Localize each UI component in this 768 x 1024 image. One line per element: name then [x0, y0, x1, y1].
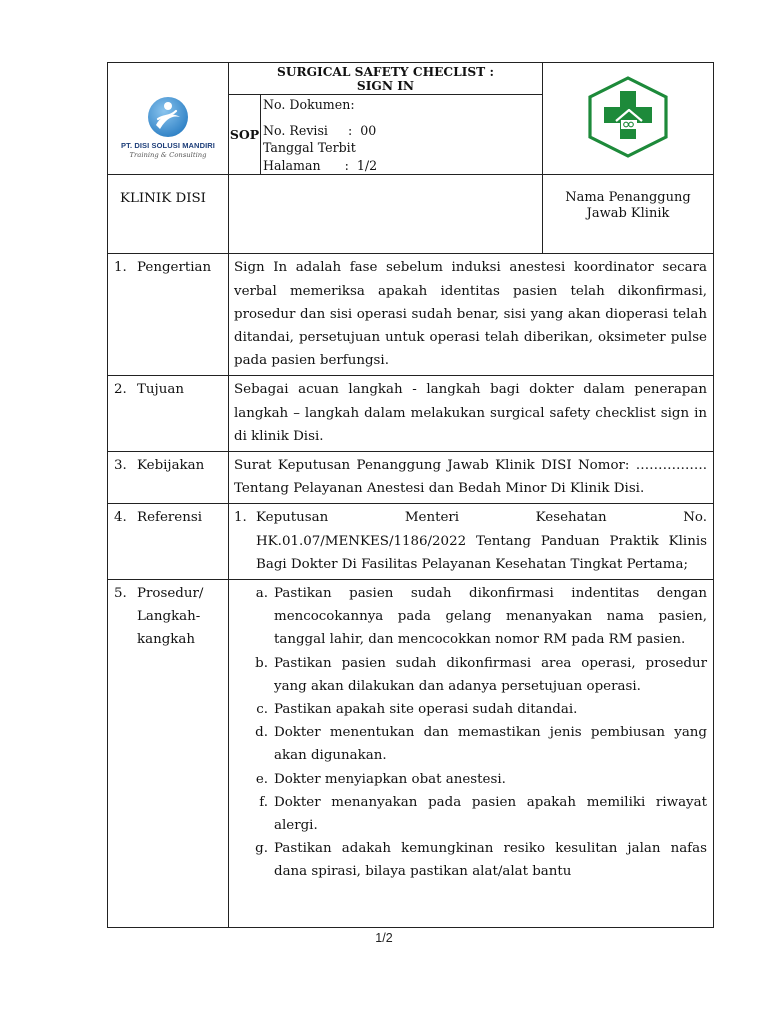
section-number: 3.	[114, 458, 127, 473]
title-line-2: SIGN IN	[356, 78, 415, 93]
penanggung-line-2: Jawab Klinik	[586, 206, 670, 222]
step-letter: a.	[255, 586, 268, 602]
reference-text-rest: HK.01.07/MENKES/1186/2022 Tentang Panduan Praktik Klinis Bagi Dokter Di Fasilitas Pelayanan Kesehatan Tingkat Pertama;	[256, 533, 707, 572]
title-line-1: SURGICAL SAFETY CHECLIST :	[277, 64, 494, 79]
section-title-line-2: Langkah-	[137, 609, 201, 625]
sop-document-table	[107, 62, 714, 928]
page-number: 1/2	[375, 931, 393, 945]
tanggal-terbit: Tanggal Terbit	[263, 140, 356, 156]
procedure-step	[234, 837, 707, 883]
procedure-step	[234, 791, 707, 837]
section-label-pengertian	[108, 254, 229, 376]
procedure-step	[234, 698, 707, 721]
procedure-steps	[234, 582, 707, 884]
section-title-line-3: kangkah	[137, 632, 196, 648]
step-letter: f.	[259, 794, 268, 810]
section-content-kebijakan	[229, 452, 714, 504]
section-content-prosedur	[229, 580, 714, 928]
penanggung-line-1: Nama Penanggung	[565, 190, 691, 206]
document-title	[229, 63, 543, 95]
sop-label: SOP	[229, 95, 261, 175]
procedure-step	[234, 652, 707, 698]
section-content-referensi	[229, 504, 714, 580]
step-text: Dokter menanyakan pada pasien apakah memiliki riwayat alergi.	[274, 794, 707, 834]
step-letter: d.	[255, 725, 268, 741]
step-letter: c.	[256, 702, 268, 718]
section-title: Tujuan	[137, 382, 184, 398]
company-logo-icon	[146, 95, 190, 139]
penanggung-jawab	[543, 175, 714, 254]
section-number: 5.	[114, 586, 127, 602]
section-title: Referensi	[137, 510, 202, 526]
step-text: Pastikan pasien sudah dikonfirmasi area operasi, prosedur yang akan dilakukan dan adanya persetujuan operasi.	[274, 655, 707, 694]
section-number: 4.	[114, 510, 127, 526]
section-title: Pengertian	[137, 260, 212, 276]
section-number: 2.	[114, 382, 127, 398]
section-number: 1.	[114, 260, 127, 276]
step-text: Dokter menentukan dan memastikan jenis pembiusan yang akan digunakan.	[274, 725, 707, 764]
section-title: Prosedur/	[137, 586, 204, 602]
section-content-tujuan	[229, 376, 714, 452]
tujuan-text: Sebagai acuan langkah - langkah bagi dokter dalam penerapan langkah – langkah dalam melakukan surgical safety checklist sign in di klinik Disi.	[234, 382, 707, 444]
section-label-kebijakan	[108, 452, 229, 504]
step-letter: b.	[255, 655, 268, 671]
step-letter: e.	[255, 771, 268, 787]
company-tagline: Training & Consulting	[129, 150, 207, 159]
step-text: Pastikan apakah site operasi sudah ditandai.	[274, 702, 578, 718]
step-text: Pastikan pasien sudah dikonfirmasi indentitas dengan mencocokannya pada gelang menanyakan nama pasien, tanggal lahir, dan mencocokkan nomor RM pada RM pasien.	[274, 586, 707, 648]
procedure-step	[234, 721, 707, 767]
reference-text-first: Keputusan Menteri Kesehatan No.	[256, 510, 707, 526]
section-label-referensi	[108, 504, 229, 580]
step-text: Dokter menyiapkan obat anestesi.	[274, 771, 506, 787]
health-icon-cell	[543, 63, 714, 175]
step-text: Pastikan adakah kemungkinan resiko kesulitan jalan nafas dana spirasi, bilaya pastikan alat/alat bantu	[274, 841, 707, 880]
procedure-step	[234, 582, 707, 652]
no-dokumen: No. Dokumen:	[263, 97, 355, 112]
reference-number: 1.	[234, 510, 247, 526]
company-name: PT. DISI SOLUSI MANDIRI	[121, 140, 215, 150]
blank-cell	[229, 175, 543, 254]
reference-item	[234, 506, 707, 576]
halaman: Halaman : 1/2	[263, 157, 378, 173]
document-meta	[261, 95, 543, 175]
company-logo-cell	[108, 63, 229, 175]
step-letter: g.	[255, 841, 268, 857]
section-label-tujuan	[108, 376, 229, 452]
health-cross-icon	[583, 75, 673, 159]
procedure-step	[234, 768, 707, 791]
section-content-pengertian	[229, 254, 714, 376]
section-label-prosedur	[108, 580, 229, 928]
kebijakan-text: Surat Keputusan Penanggung Jawab Klinik DISI Nomor: ……………. Tentang Pelayanan Anestesi dan Bedah Minor Di Klinik Disi.	[234, 458, 707, 497]
klinik-name: KLINIK DISI	[108, 175, 229, 254]
section-title: Kebijakan	[137, 458, 205, 473]
pengertian-text: Sign In adalah fase sebelum induksi anestesi koordinator secara verbal memeriksa apakah identitas pasien telah dikonfirmasi, prosedur dan sisi operasi sudah benar, sisi yang akan dioperasi telah ditandai, persetujuan untuk operasi telah diberikan, oksimeter pulse pada pasien berfungsi.	[234, 260, 707, 369]
no-revisi: No. Revisi : 00	[263, 122, 377, 138]
